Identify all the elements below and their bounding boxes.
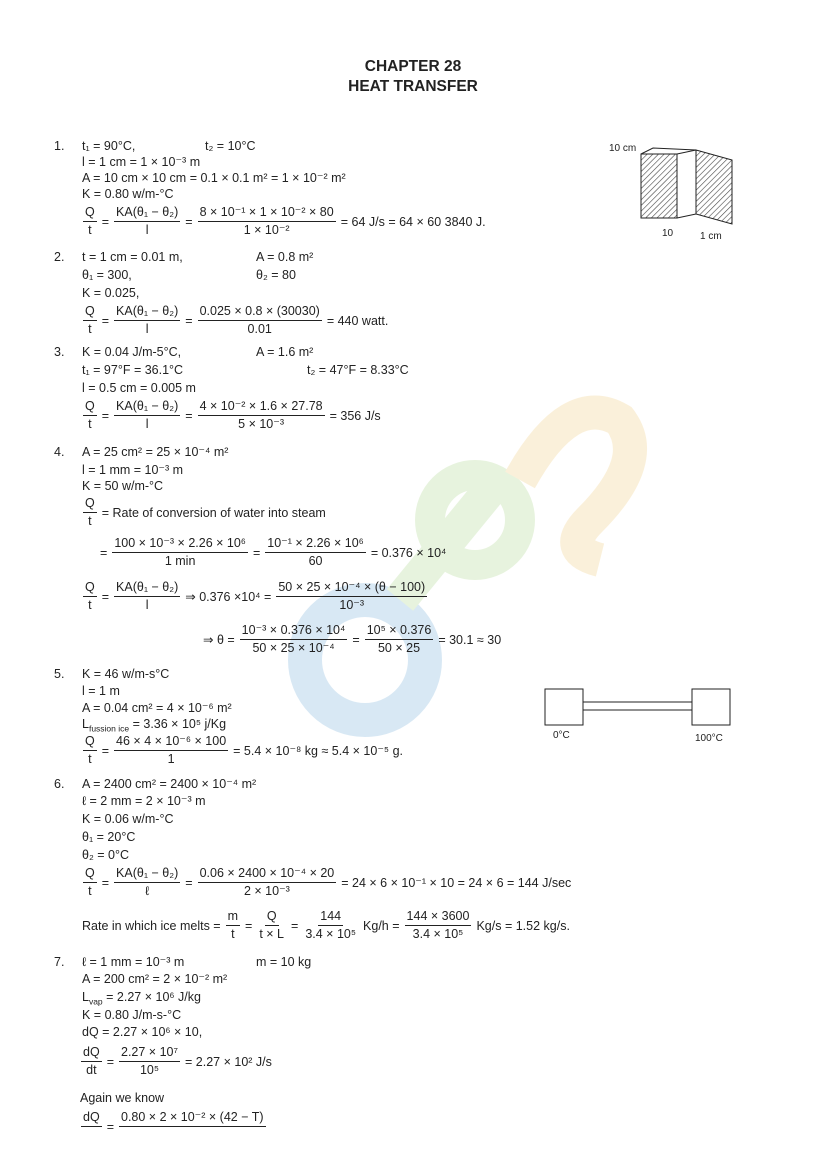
equals-sign: = [291, 918, 299, 933]
equation [100, 536, 446, 569]
denominator: dt [86, 1063, 97, 1077]
problem-line: m = 10 kg [256, 955, 312, 969]
problem-line: t₁ = 97°F = 36.1°C [82, 363, 184, 377]
result: = 356 J/s [329, 408, 381, 423]
equation [80, 304, 388, 337]
slab-label-width: 10 [662, 228, 674, 239]
denominator: 50 × 25 [377, 641, 421, 655]
equals-sign: = [185, 408, 193, 423]
denominator: t [231, 927, 235, 941]
rod-box-left [545, 689, 583, 725]
result: = 440 watt. [326, 313, 389, 328]
fraction [226, 909, 240, 942]
equals-sign: = [106, 1054, 114, 1069]
numerator: Q [265, 909, 279, 926]
denominator: t [88, 223, 92, 237]
problem-number: 1. [54, 139, 65, 153]
problem-line: A = 10 cm × 10 cm = 0.1 × 0.1 m² = 1 × 10⁻² m² [82, 171, 346, 185]
denominator: t [88, 417, 92, 431]
denominator: 10⁵ [139, 1063, 160, 1077]
equation [80, 205, 486, 238]
equals-sign: = [101, 743, 110, 758]
problem-line: K = 50 w/m-°C [82, 479, 164, 493]
fraction [303, 909, 358, 942]
numerator: m [226, 909, 240, 926]
numerator: 10⁵ × 0.376 [365, 623, 434, 640]
fraction [365, 623, 434, 656]
problem-line: K = 0.80 J/m-s-°C [82, 1008, 182, 1022]
denominator: t [88, 598, 92, 612]
equation [78, 1045, 272, 1078]
equation [78, 1110, 269, 1143]
value: = 3.36 × 10⁵ j/Kg [129, 717, 227, 731]
result: = 30.1 ≈ 30 [438, 632, 502, 647]
denominator [189, 1127, 196, 1143]
fraction [198, 304, 322, 337]
equals-sign: = [185, 875, 193, 890]
fraction [83, 205, 97, 238]
problem-line: ℓ = 2 mm = 2 × 10⁻³ m [82, 794, 206, 808]
denominator [88, 1127, 95, 1143]
fraction [114, 734, 228, 767]
problem-number: 2. [54, 250, 65, 264]
numerator: 8 × 10⁻¹ × 1 × 10⁻² × 80 [198, 205, 336, 222]
equals-sign: = [245, 918, 253, 933]
numerator: KA(θ₁ − θ₂) [114, 399, 180, 416]
problem-line: A = 25 cm² = 25 × 10⁻⁴ m² [82, 445, 229, 459]
fraction [119, 1045, 180, 1078]
numerator: 50 × 25 × 10⁻⁴ × (θ − 100) [276, 580, 427, 597]
equals-sign: = [101, 875, 110, 890]
fraction [119, 1110, 266, 1143]
symbol: L [82, 990, 89, 1004]
numerator: Q [83, 399, 97, 416]
result: = 5.4 × 10⁻⁸ kg ≈ 5.4 × 10⁻⁵ g. [233, 744, 404, 758]
problem-line: t₂ = 10°C [205, 139, 256, 153]
slab-label-thickness: 1 cm [700, 231, 722, 242]
slab-figure [610, 140, 740, 240]
fraction [83, 496, 97, 529]
equation [80, 734, 403, 767]
equation [80, 496, 326, 529]
problem-number: 7. [54, 955, 65, 969]
slab-face-left [641, 154, 677, 218]
problem-number: 3. [54, 345, 65, 359]
problem-line: A = 1.6 m² [256, 345, 314, 359]
symbol: L [82, 717, 89, 731]
chapter-number: CHAPTER 28 [364, 58, 462, 75]
problem-line: A = 200 cm² = 2 × 10⁻² m² [82, 972, 228, 986]
equation [203, 623, 501, 656]
subscript: fussion ice [88, 723, 130, 734]
numerator: 144 [318, 909, 343, 926]
problem-line: t₁ = 90°C, [82, 139, 136, 153]
numerator: KA(θ₁ − θ₂) [114, 866, 180, 883]
problem-line: A = 0.8 m² [256, 250, 314, 264]
rate-text: Rate in which ice melts = [82, 918, 221, 933]
denominator: l [145, 223, 149, 237]
numerator: 10⁻³ × 0.376 × 10⁴ [240, 623, 348, 640]
problem-line: l = 0.5 cm = 0.005 m [82, 381, 196, 395]
numerator: 144 × 3600 [405, 909, 472, 926]
denominator: 60 [308, 554, 323, 568]
equals-sign: = [101, 589, 110, 604]
fraction [198, 866, 337, 899]
equals-sign: = [101, 214, 110, 229]
numerator: Q [83, 304, 97, 321]
rod-label-cold: 0°C [553, 730, 570, 741]
problem-line: A = 2400 cm² = 2400 × 10⁻⁴ m² [82, 777, 257, 791]
result: = 0.376 × 10⁴ [370, 545, 447, 560]
denominator: 10⁻³ [339, 598, 365, 612]
problem-line: l = 1 mm = 10⁻³ m [82, 463, 184, 477]
denominator: l [145, 417, 149, 431]
denominator: t [88, 884, 92, 898]
fraction [114, 580, 180, 613]
denominator: 3.4 × 10⁵ [412, 927, 464, 941]
fraction [83, 734, 97, 767]
fraction [240, 623, 348, 656]
denominator: 5 × 10⁻³ [238, 417, 285, 431]
fraction [198, 205, 336, 238]
problem-line: θ₂ = 0°C [82, 848, 130, 862]
problem-line: t = 1 cm = 0.01 m, [82, 250, 183, 264]
rod-box-right [692, 689, 730, 725]
numerator: Q [83, 734, 97, 751]
fraction [81, 1110, 102, 1143]
problem-line [82, 717, 226, 736]
numerator: Q [83, 866, 97, 883]
unit-text: Kg/h = [363, 918, 400, 933]
problem-line: l = 1 cm = 1 × 10⁻³ m [82, 155, 201, 169]
fraction [114, 304, 180, 337]
slab-top-edge [641, 148, 696, 154]
numerator: 10⁻¹ × 2.26 × 10⁶ [265, 536, 366, 553]
numerator: dQ [81, 1045, 102, 1062]
watermark-stroke-m [520, 413, 630, 561]
problem-line: K = 0.04 J/m-5°C, [82, 345, 182, 359]
denominator: 1 min [164, 554, 196, 568]
numerator: KA(θ₁ − θ₂) [114, 580, 180, 597]
numerator: KA(θ₁ − θ₂) [114, 205, 180, 222]
equals-sign: = [106, 1119, 114, 1134]
problem-line: t₂ = 47°F = 8.33°C [307, 363, 409, 377]
problem-line: K = 0.80 w/m-°C [82, 187, 174, 201]
numerator: 46 × 4 × 10⁻⁶ × 100 [114, 734, 228, 751]
numerator: 100 × 10⁻³ × 2.26 × 10⁶ [112, 536, 248, 553]
result: = 2.27 × 10² J/s [185, 1054, 272, 1069]
fraction [83, 866, 97, 899]
equals-sign: = [185, 313, 193, 328]
problem-line: K = 46 w/m-s°C [82, 667, 170, 681]
problem-line: θ₂ = 80 [256, 268, 296, 282]
equals-sign: = [100, 545, 108, 560]
watermark-circle-a [305, 600, 425, 720]
denominator: 1 × 10⁻² [243, 223, 290, 237]
equals-sign: = [352, 632, 360, 647]
slab-edge-a [677, 150, 696, 154]
problem-line: K = 0.06 w/m-°C [82, 812, 174, 826]
numerator: Q [83, 205, 97, 222]
denominator: t [88, 752, 92, 766]
equation [80, 580, 430, 613]
fraction [276, 580, 427, 613]
result: = 24 × 6 × 10⁻¹ × 10 = 24 × 6 = 144 J/sec [341, 876, 572, 890]
rate-text: = Rate of conversion of water into steam [101, 505, 326, 520]
value: = 2.27 × 10⁶ J/kg [102, 990, 201, 1004]
result: = 64 J/s = 64 × 60 3840 J. [340, 214, 486, 229]
equals-sign: = [185, 214, 193, 229]
problem-line: Again we know [80, 1091, 165, 1105]
denominator: 2 × 10⁻³ [243, 884, 290, 898]
numerator: 0.025 × 0.8 × (30030) [198, 304, 322, 321]
denominator: l [145, 322, 149, 336]
equation [80, 866, 571, 899]
rod-figure [544, 688, 734, 730]
equals-sign: = [252, 545, 261, 560]
denominator: ℓ [145, 884, 150, 898]
subscript: vap [88, 996, 103, 1007]
numerator: dQ [81, 1110, 102, 1127]
fraction [114, 866, 180, 899]
result: Kg/s = 1.52 kg/s. [476, 918, 570, 933]
fraction [81, 1045, 102, 1078]
problem-line: A = 0.04 cm² = 4 × 10⁻⁶ m² [82, 701, 232, 715]
equation [82, 909, 570, 942]
numerator: KA(θ₁ − θ₂) [114, 304, 180, 321]
slab-edge-b [677, 214, 696, 218]
problem-line: ℓ = 1 mm = 10⁻³ m [82, 955, 185, 969]
fraction [83, 580, 97, 613]
denominator: 50 × 25 × 10⁻⁴ [252, 641, 335, 655]
problem-line: θ₁ = 300, [82, 268, 132, 282]
equals-sign: = [101, 313, 110, 328]
chapter-title: HEAT TRANSFER [348, 78, 478, 95]
problem-number: 5. [54, 667, 65, 681]
fraction [405, 909, 472, 942]
denominator: t × L [259, 927, 285, 941]
numerator: Q [83, 580, 97, 597]
slab-label-height: 10 cm [609, 143, 637, 154]
problem-number: 6. [54, 777, 65, 791]
fraction [265, 536, 366, 569]
problem-line: dQ = 2.27 × 10⁶ × 10, [82, 1025, 203, 1039]
numerator: 2.27 × 10⁷ [119, 1045, 180, 1062]
denominator: 1 [167, 752, 175, 766]
equation [80, 399, 381, 432]
problem-line: θ₁ = 20°C [82, 830, 136, 844]
implication: ⇒ θ = [203, 633, 235, 647]
fraction [83, 399, 97, 432]
fraction [83, 304, 97, 337]
rod-label-hot: 100°C [695, 733, 723, 744]
fraction [114, 205, 180, 238]
problem-number: 4. [54, 445, 65, 459]
slab-face-right [696, 150, 732, 224]
numerator: Q [83, 496, 97, 513]
equals-sign: = [101, 408, 110, 423]
denominator: t [88, 514, 92, 528]
problem-line: K = 0.025, [82, 286, 140, 300]
fraction [257, 909, 286, 942]
denominator: l [145, 598, 149, 612]
fraction [114, 399, 180, 432]
problem-line: l = 1 m [82, 684, 120, 698]
numerator: 0.06 × 2400 × 10⁻⁴ × 20 [198, 866, 337, 883]
problem-line [82, 990, 201, 1009]
denominator: t [88, 322, 92, 336]
numerator: 0.80 × 2 × 10⁻² × (42 − T) [119, 1110, 266, 1127]
fraction [112, 536, 248, 569]
numerator: 4 × 10⁻² × 1.6 × 27.78 [198, 399, 325, 416]
implication: ⇒ 0.376 ×10⁴ = [185, 590, 272, 604]
denominator: 0.01 [247, 322, 272, 336]
fraction [198, 399, 325, 432]
denominator: 3.4 × 10⁵ [305, 927, 357, 941]
